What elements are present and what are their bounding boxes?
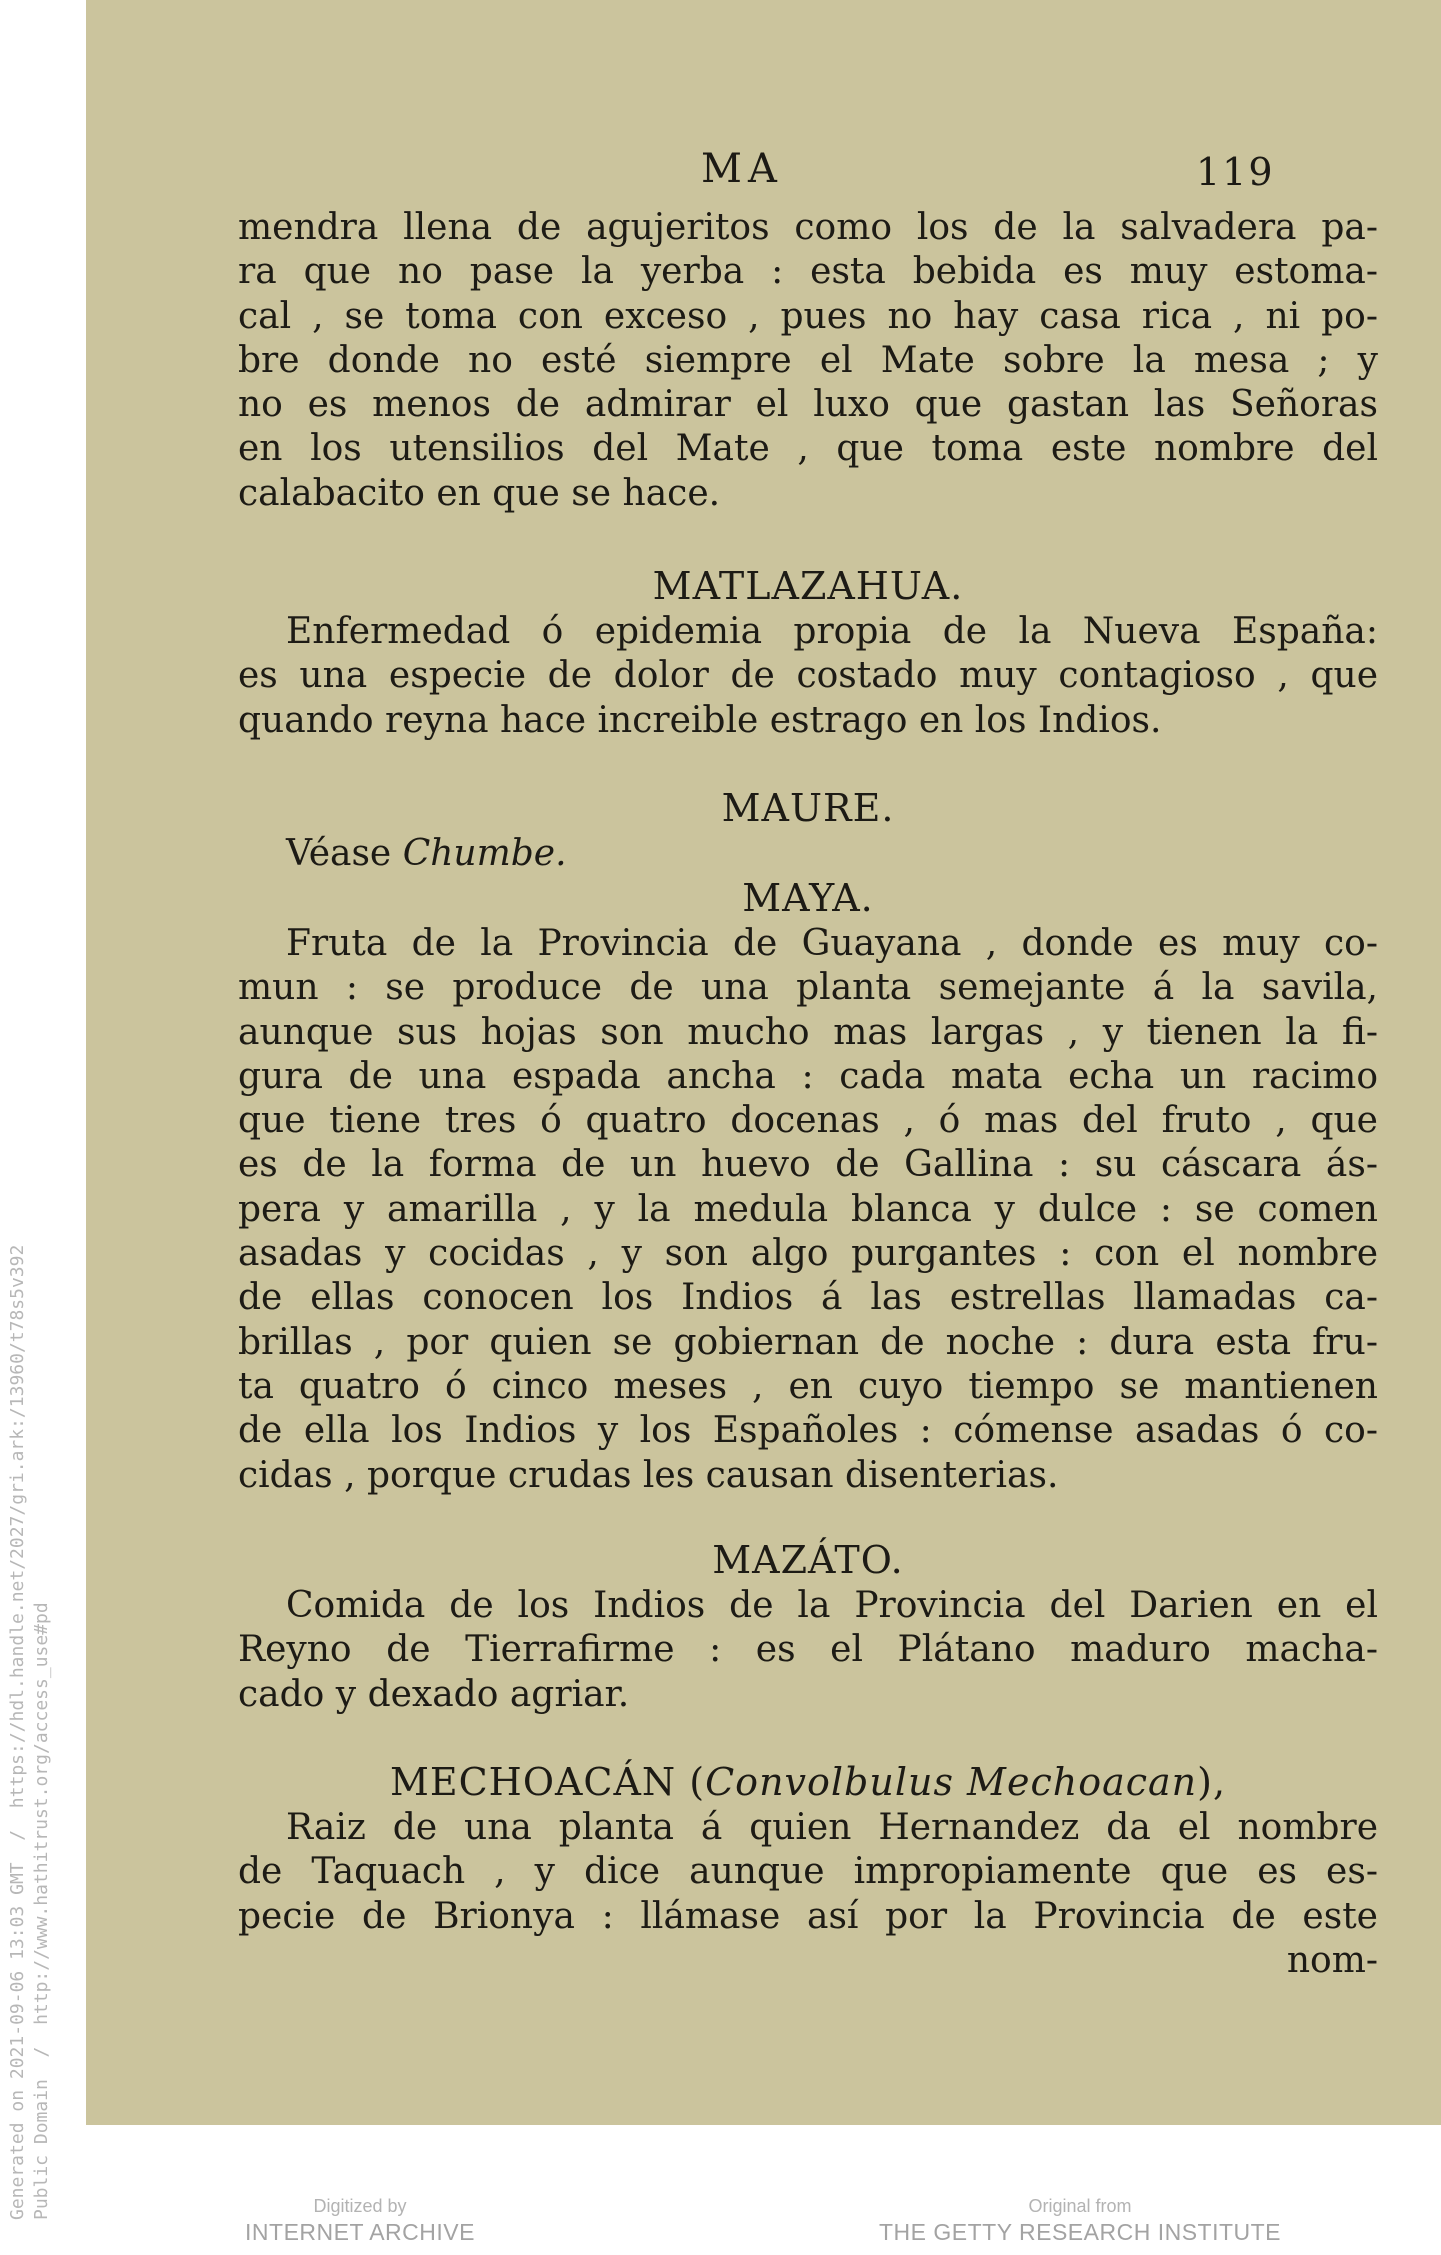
text-line: cado y dexado agriar.: [238, 1673, 630, 1715]
text-line: cal , se toma con exceso , pues no hay casa rica , ni po-: [238, 295, 1378, 337]
hathitrust-watermark: [0, 1060, 56, 2240]
entry-maya: [238, 874, 1378, 1498]
entry-title: MAURE.: [721, 786, 895, 830]
text-line: de Taquach , y dice aunque impropiamente que es es-: [238, 1851, 1378, 1893]
original-from: [860, 2195, 1300, 2247]
scanned-page: [86, 0, 1441, 2125]
see-reference: Chumbe.: [402, 833, 567, 874]
text-line: pecie de Brionya : llámase así por la Provincia de este: [238, 1895, 1378, 1937]
entry-title-latin: Convolbulus Mechoacan: [705, 1760, 1198, 1804]
text-line: brillas , por quien se gobiernan de noche : dura esta fru-: [238, 1321, 1378, 1363]
entry-title: [238, 1758, 1378, 1806]
text-line: mun : se produce de una planta semejante á la savila,: [238, 967, 1378, 1009]
entry-matlazahua: [238, 562, 1378, 743]
text-line: Raiz de una planta á quien Hernandez da el nombre: [286, 1807, 1378, 1848]
text-line: en los utensilios del Mate , que toma este nombre del: [238, 428, 1378, 470]
entry-mazato: [238, 1536, 1378, 1717]
text-line: de ella los Indios y los Españoles : cómense asadas ó co-: [238, 1410, 1378, 1452]
text-line: Fruta de la Provincia de Guayana , donde es muy co-: [286, 923, 1378, 964]
cross-reference: [238, 832, 1378, 876]
text-line: ra que no pase la yerba : esta bebida es muy estoma-: [238, 251, 1378, 293]
entry-title: MAZÁTO.: [712, 1538, 904, 1582]
text-line: Enfermedad ó epidemia propia de la Nueva España:: [286, 611, 1378, 652]
entry-continuation: [238, 206, 1378, 516]
entry-title-main: MECHOACÁN: [389, 1760, 677, 1804]
text-line: Comida de los Indios de la Provincia del Darien en el: [286, 1585, 1378, 1626]
text-line: pera y amarilla , y la medula blanca y dulce : se comen: [238, 1188, 1378, 1230]
page-number: 119: [1196, 150, 1275, 194]
running-head: MA: [701, 146, 783, 192]
text-line: ta quatro ó cinco meses , en cuyo tiempo se mantienen: [238, 1365, 1378, 1407]
entry-maure: [238, 784, 1378, 876]
entry-title: MAYA.: [742, 876, 874, 920]
see-label: Véase: [286, 833, 392, 874]
text-line: bre donde no esté siempre el Mate sobre la mesa ; y: [238, 339, 1378, 381]
digitized-by: [240, 2195, 480, 2247]
text-line: aunque sus hojas son mucho mas largas , y tienen la fi-: [238, 1011, 1378, 1053]
page-header: [86, 146, 1441, 196]
text-line: no es menos de admirar el luxo que gastan las Señoras: [238, 384, 1378, 426]
entry-title: MATLAZAHUA.: [652, 564, 964, 608]
catchword: nom-: [1286, 1939, 1378, 1981]
text-line: gura de una espada ancha : cada mata echa un racimo: [238, 1055, 1378, 1097]
text-line: de ellas conocen los Indios á las estrellas llamadas ca-: [238, 1277, 1378, 1319]
watermark-line-1: Generated on 2021-09-06 13:03 GMT / https://hdl.handle.net/2027/gri.ark:/13960/t78s5v392: [7, 1244, 28, 2220]
digitized-by-label: Digitized by: [313, 2196, 407, 2216]
text-line: mendra llena de agujeritos como los de la salvadera pa-: [238, 207, 1378, 248]
text-line: quando reyna hace increible estrago en los Indios.: [238, 699, 1162, 741]
text-line: es una especie de dolor de costado muy contagioso , que: [238, 655, 1378, 697]
title-paren-open: (: [689, 1760, 706, 1804]
text-line: es de la forma de un huevo de Gallina : su cáscara ás-: [238, 1144, 1378, 1186]
source-institution: THE GETTY RESEARCH INSTITUTE: [878, 2219, 1282, 2245]
text-line: Reyno de Tierrafirme : es el Plátano maduro macha-: [238, 1629, 1378, 1671]
digitizer-name: INTERNET ARCHIVE: [245, 2219, 475, 2245]
text-line: asadas y cocidas , y son algo purgantes : con el nombre: [238, 1233, 1378, 1275]
watermark-line-2: Public Domain / http://www.hathitrust.org/access_use#pd: [31, 1602, 52, 2220]
text-line: cidas , porque crudas les causan disenterias.: [238, 1454, 1059, 1496]
entry-mechoacan: [238, 1758, 1378, 1983]
text-line: calabacito en que se hace.: [238, 472, 721, 514]
page-footer: [0, 2195, 1441, 2255]
title-paren-close: ),: [1197, 1760, 1227, 1804]
text-line: que tiene tres ó quatro docenas , ó mas del fruto , que: [238, 1100, 1378, 1142]
original-from-label: Original from: [1028, 2196, 1132, 2216]
